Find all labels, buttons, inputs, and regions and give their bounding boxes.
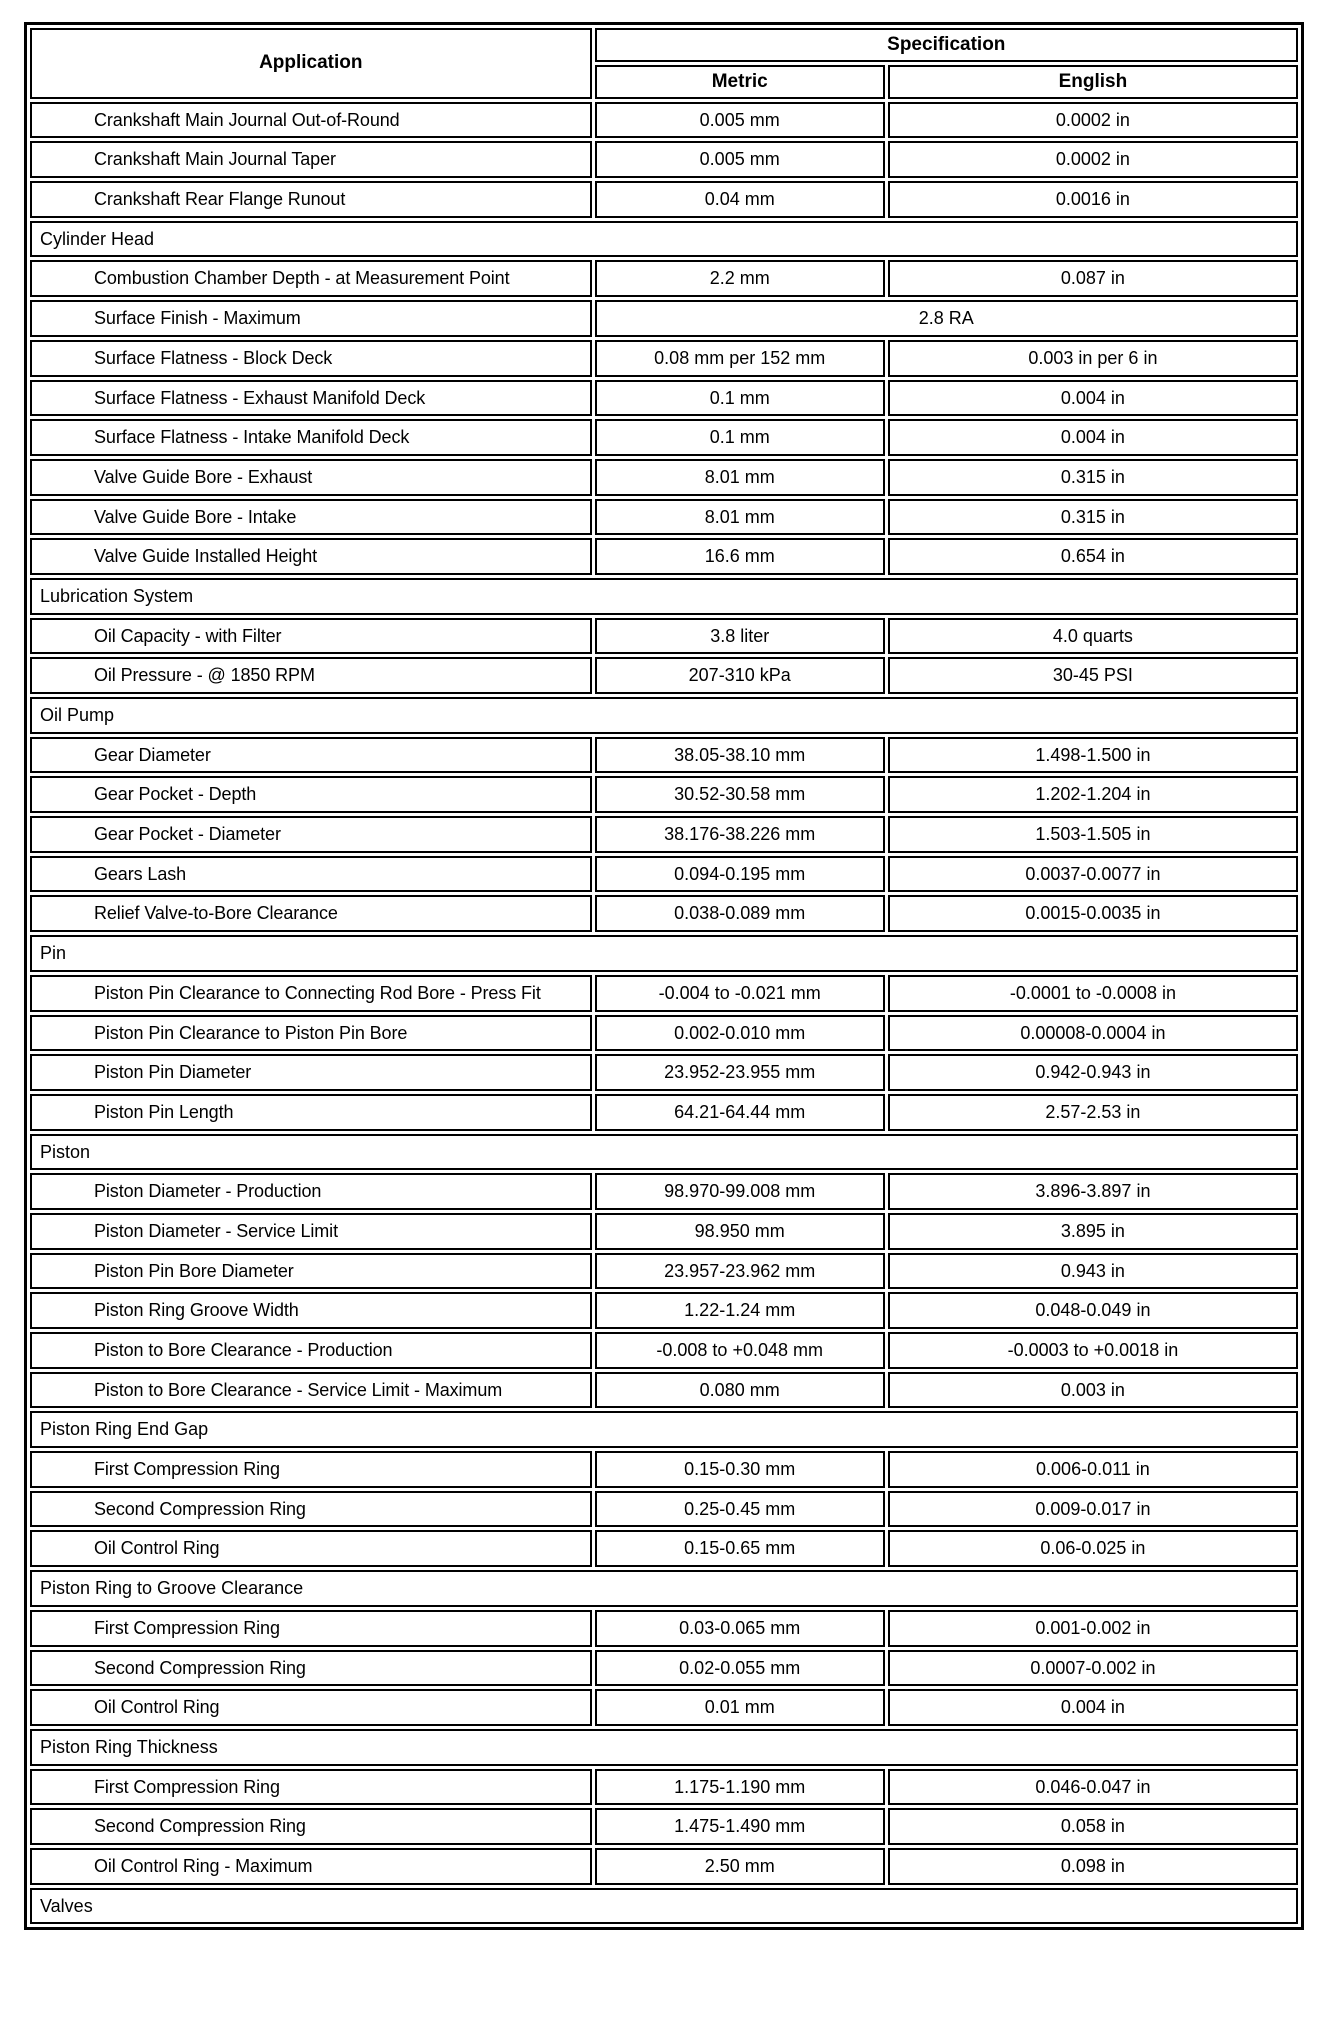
english-value-cell: 0.046-0.047 in [888,1769,1298,1806]
application-cell: Surface Flatness - Block Deck [30,340,592,377]
english-value-cell: 0.942-0.943 in [888,1054,1298,1091]
english-value-cell: -0.0003 to +0.0018 in [888,1332,1298,1369]
application-cell: Gear Pocket - Depth [30,776,592,813]
column-header-specification: Specification [595,28,1298,62]
metric-value-cell: 2.2 mm [595,260,885,297]
spec-row [30,1491,1298,1528]
application-cell: Second Compression Ring [30,1491,592,1528]
section-row [30,935,1298,972]
application-cell: Second Compression Ring [30,1650,592,1687]
metric-value-cell: 38.176-38.226 mm [595,816,885,853]
application-cell: Crankshaft Main Journal Out-of-Round [30,102,592,139]
english-value-cell: 0.004 in [888,419,1298,456]
metric-value-cell: 98.950 mm [595,1213,885,1250]
metric-value-cell: 0.005 mm [595,102,885,139]
spec-row [30,856,1298,893]
application-cell: Relief Valve-to-Bore Clearance [30,895,592,932]
metric-value-cell: 0.002-0.010 mm [595,1015,885,1052]
english-value-cell: 3.896-3.897 in [888,1173,1298,1210]
spec-row [30,181,1298,218]
application-cell: Valve Guide Bore - Exhaust [30,459,592,496]
english-value-cell: 0.003 in per 6 in [888,340,1298,377]
spec-row [30,1015,1298,1052]
english-value-cell: 0.0037-0.0077 in [888,856,1298,893]
metric-value-cell: 0.08 mm per 152 mm [595,340,885,377]
english-value-cell: 3.895 in [888,1213,1298,1250]
spec-row [30,538,1298,575]
specification-value-cell: 2.8 RA [595,300,1298,337]
application-cell: Gears Lash [30,856,592,893]
section-label: Lubrication System [30,578,1298,615]
section-row [30,221,1298,258]
english-value-cell: 2.57-2.53 in [888,1094,1298,1131]
section-label: Oil Pump [30,697,1298,734]
application-cell: Gear Diameter [30,737,592,774]
spec-table-frame [24,22,1304,1930]
spec-table [27,25,1301,1927]
application-cell: Piston Ring Groove Width [30,1292,592,1329]
application-cell: Piston Diameter - Service Limit [30,1213,592,1250]
english-value-cell: 0.0016 in [888,181,1298,218]
application-cell: Piston to Bore Clearance - Production [30,1332,592,1369]
application-cell: Oil Pressure - @ 1850 RPM [30,657,592,694]
metric-value-cell: 8.01 mm [595,499,885,536]
metric-value-cell: 0.04 mm [595,181,885,218]
metric-value-cell: 1.475-1.490 mm [595,1808,885,1845]
english-value-cell: 0.058 in [888,1808,1298,1845]
metric-value-cell: -0.008 to +0.048 mm [595,1332,885,1369]
english-value-cell: 0.06-0.025 in [888,1530,1298,1567]
metric-value-cell: 1.175-1.190 mm [595,1769,885,1806]
spec-row [30,1530,1298,1567]
metric-value-cell: 23.952-23.955 mm [595,1054,885,1091]
spec-row [30,260,1298,297]
english-value-cell: 0.315 in [888,499,1298,536]
section-row [30,1888,1298,1925]
application-cell: Crankshaft Main Journal Taper [30,141,592,178]
spec-row [30,1372,1298,1409]
application-cell: Oil Control Ring [30,1689,592,1726]
english-value-cell: 0.001-0.002 in [888,1610,1298,1647]
spec-row [30,380,1298,417]
section-row [30,1134,1298,1171]
metric-value-cell: 0.1 mm [595,419,885,456]
header-row-top [30,28,1298,62]
english-value-cell: 0.006-0.011 in [888,1451,1298,1488]
section-label: Piston Ring End Gap [30,1411,1298,1448]
metric-value-cell: 0.02-0.055 mm [595,1650,885,1687]
section-row [30,1729,1298,1766]
spec-row [30,1253,1298,1290]
application-cell: Oil Capacity - with Filter [30,618,592,655]
metric-value-cell: 2.50 mm [595,1848,885,1885]
application-cell: Surface Finish - Maximum [30,300,592,337]
spec-row [30,975,1298,1012]
spec-row [30,895,1298,932]
english-value-cell: 0.0007-0.002 in [888,1650,1298,1687]
application-cell: Piston Pin Length [30,1094,592,1131]
spec-row [30,1808,1298,1845]
metric-value-cell: 16.6 mm [595,538,885,575]
english-value-cell: 0.943 in [888,1253,1298,1290]
application-cell: First Compression Ring [30,1451,592,1488]
application-cell: Piston Pin Diameter [30,1054,592,1091]
spec-table-header [30,28,1298,99]
spec-row [30,1292,1298,1329]
metric-value-cell: 8.01 mm [595,459,885,496]
application-cell: Piston to Bore Clearance - Service Limit - Maximum [30,1372,592,1409]
english-value-cell: -0.0001 to -0.0008 in [888,975,1298,1012]
spec-row [30,657,1298,694]
metric-value-cell: 30.52-30.58 mm [595,776,885,813]
english-value-cell: 0.003 in [888,1372,1298,1409]
metric-value-cell: 0.038-0.089 mm [595,895,885,932]
spec-table-body [30,102,1298,1925]
metric-value-cell: 0.15-0.65 mm [595,1530,885,1567]
spec-row [30,1094,1298,1131]
section-label: Piston [30,1134,1298,1171]
section-label: Pin [30,935,1298,972]
application-cell: Valve Guide Installed Height [30,538,592,575]
spec-row [30,1332,1298,1369]
english-value-cell: 0.0002 in [888,141,1298,178]
english-value-cell: 0.098 in [888,1848,1298,1885]
column-header-english: English [888,65,1298,99]
spec-row [30,141,1298,178]
spec-row [30,776,1298,813]
metric-value-cell: 0.03-0.065 mm [595,1610,885,1647]
metric-value-cell: 98.970-99.008 mm [595,1173,885,1210]
metric-value-cell: 3.8 liter [595,618,885,655]
english-value-cell: 0.0015-0.0035 in [888,895,1298,932]
spec-row [30,459,1298,496]
english-value-cell: 0.0002 in [888,102,1298,139]
section-row [30,1411,1298,1448]
section-label: Valves [30,1888,1298,1925]
metric-value-cell: 0.15-0.30 mm [595,1451,885,1488]
spec-row [30,1769,1298,1806]
spec-row [30,1848,1298,1885]
english-value-cell: 30-45 PSI [888,657,1298,694]
english-value-cell: 0.004 in [888,1689,1298,1726]
english-value-cell: 0.048-0.049 in [888,1292,1298,1329]
application-cell: Piston Pin Clearance to Connecting Rod Bore - Press Fit [30,975,592,1012]
spec-row [30,419,1298,456]
english-value-cell: 0.087 in [888,260,1298,297]
application-cell: Crankshaft Rear Flange Runout [30,181,592,218]
section-row [30,578,1298,615]
spec-row [30,340,1298,377]
spec-row [30,1650,1298,1687]
english-value-cell: 4.0 quarts [888,618,1298,655]
metric-value-cell: 0.080 mm [595,1372,885,1409]
metric-value-cell: 38.05-38.10 mm [595,737,885,774]
column-header-application: Application [30,28,592,99]
section-row [30,697,1298,734]
english-value-cell: 0.654 in [888,538,1298,575]
metric-value-cell: -0.004 to -0.021 mm [595,975,885,1012]
application-cell: Gear Pocket - Diameter [30,816,592,853]
metric-value-cell: 207-310 kPa [595,657,885,694]
english-value-cell: 0.009-0.017 in [888,1491,1298,1528]
application-cell: Second Compression Ring [30,1808,592,1845]
section-label: Piston Ring Thickness [30,1729,1298,1766]
spec-row [30,1173,1298,1210]
spec-row [30,1610,1298,1647]
english-value-cell: 1.503-1.505 in [888,816,1298,853]
metric-value-cell: 0.01 mm [595,1689,885,1726]
application-cell: Piston Pin Bore Diameter [30,1253,592,1290]
spec-row [30,1451,1298,1488]
english-value-cell: 1.498-1.500 in [888,737,1298,774]
application-cell: Oil Control Ring [30,1530,592,1567]
metric-value-cell: 64.21-64.44 mm [595,1094,885,1131]
metric-value-cell: 0.005 mm [595,141,885,178]
spec-row [30,102,1298,139]
application-cell: Surface Flatness - Intake Manifold Deck [30,419,592,456]
english-value-cell: 0.315 in [888,459,1298,496]
application-cell: Piston Pin Clearance to Piston Pin Bore [30,1015,592,1052]
spec-row [30,618,1298,655]
application-cell: Piston Diameter - Production [30,1173,592,1210]
english-value-cell: 0.004 in [888,380,1298,417]
section-row [30,1570,1298,1607]
spec-row [30,1689,1298,1726]
metric-value-cell: 0.094-0.195 mm [595,856,885,893]
spec-row [30,737,1298,774]
spec-row [30,1054,1298,1091]
application-cell: Surface Flatness - Exhaust Manifold Deck [30,380,592,417]
metric-value-cell: 0.25-0.45 mm [595,1491,885,1528]
metric-value-cell: 0.1 mm [595,380,885,417]
application-cell: First Compression Ring [30,1769,592,1806]
section-label: Piston Ring to Groove Clearance [30,1570,1298,1607]
spec-row [30,300,1298,337]
application-cell: Combustion Chamber Depth - at Measurement Point [30,260,592,297]
metric-value-cell: 23.957-23.962 mm [595,1253,885,1290]
english-value-cell: 1.202-1.204 in [888,776,1298,813]
spec-row [30,816,1298,853]
english-value-cell: 0.00008-0.0004 in [888,1015,1298,1052]
spec-row [30,499,1298,536]
column-header-metric: Metric [595,65,885,99]
metric-value-cell: 1.22-1.24 mm [595,1292,885,1329]
application-cell: First Compression Ring [30,1610,592,1647]
application-cell: Oil Control Ring - Maximum [30,1848,592,1885]
application-cell: Valve Guide Bore - Intake [30,499,592,536]
section-label: Cylinder Head [30,221,1298,258]
spec-row [30,1213,1298,1250]
